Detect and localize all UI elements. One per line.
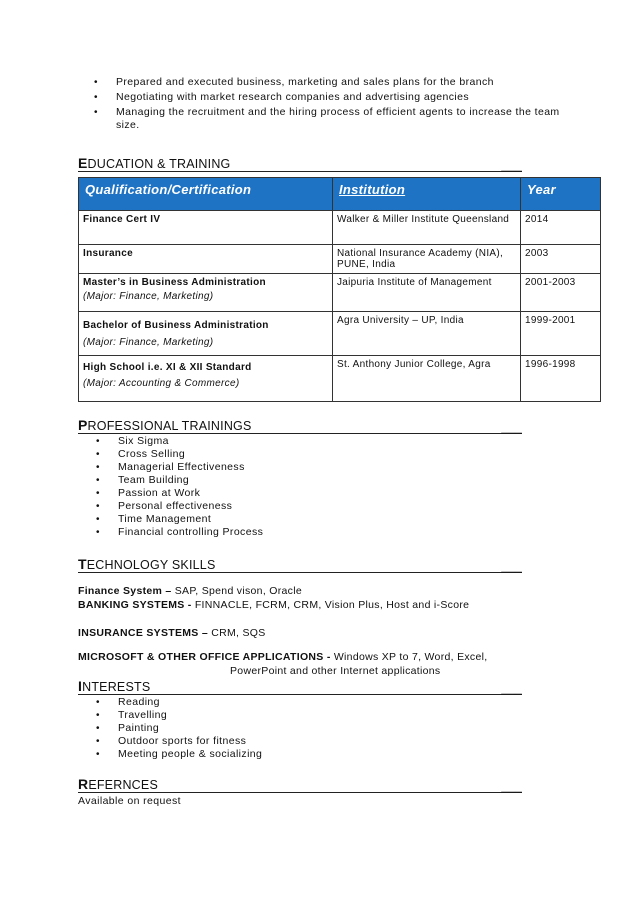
list-item: • Meeting people & socializing: [96, 748, 263, 760]
list-item: • Negotiating with market research companies and advertising agencies: [94, 91, 470, 103]
bullet-icon: •: [96, 436, 100, 447]
bullet-icon: •: [96, 449, 100, 460]
major-text: (Major: Accounting & Commerce): [83, 378, 240, 389]
list-item: • Reading: [96, 696, 160, 708]
bullet-icon: •: [96, 462, 100, 473]
trainings-list: [96, 435, 516, 539]
list-item: • Managerial Effectiveness: [96, 461, 245, 473]
bullet-icon: •: [96, 697, 100, 708]
table-header-row: [79, 178, 601, 211]
list-item: • Time Management: [96, 513, 212, 525]
institution-cell: National Insurance Academy (NIA), PUNE, India: [333, 245, 521, 274]
finance-system-line: Finance System – SAP, Spend vison, Oracle: [78, 585, 302, 597]
list-item: • Team Building: [96, 474, 190, 486]
trainings-heading: PROFESSIONAL TRAININGS ___: [78, 417, 522, 434]
interests-list: [96, 696, 516, 761]
list-item: • Travelling: [96, 709, 168, 721]
institution-cell: Jaipuria Institute of Management: [333, 274, 521, 312]
interests-heading: INTERESTS ___: [78, 678, 522, 695]
experience-bullet-list: [94, 76, 564, 134]
education-heading: EDUCATION & TRAINING ___: [78, 155, 522, 172]
list-item: • Prepared and executed business, marketing and sales plans for the branch: [94, 76, 494, 88]
qualification-cell: Master’s in Business Administration (Major: Finance, Marketing): [79, 274, 333, 312]
references-text: Available on request: [78, 795, 181, 807]
banking-systems-line: BANKING SYSTEMS - FINNACLE, FCRM, CRM, Vision Plus, Host and i-Score: [78, 599, 470, 611]
qualification-cell: Finance Cert IV: [79, 211, 333, 245]
year-cell: 2014: [521, 211, 601, 245]
bullet-icon: •: [96, 710, 100, 721]
year-cell: 1996-1998: [521, 356, 601, 402]
bullet-icon: •: [94, 107, 98, 118]
references-heading: REFERNCES ___: [78, 776, 522, 793]
qualification-cell: Bachelor of Business Administration (Major: Finance, Marketing): [79, 312, 333, 356]
list-item: • Outdoor sports for fitness: [96, 735, 247, 747]
column-header: Qualification/Certification: [79, 178, 333, 211]
table-row: [79, 274, 601, 312]
bullet-icon: •: [96, 514, 100, 525]
technology-heading: TECHNOLOGY SKILLS ___: [78, 556, 522, 573]
microsoft-applications-line-2: PowerPoint and other Internet applications: [230, 665, 441, 677]
bullet-icon: •: [96, 501, 100, 512]
qualification-cell: Insurance: [79, 245, 333, 274]
column-header: Year: [521, 178, 601, 211]
year-cell: 1999-2001: [521, 312, 601, 356]
table-row: [79, 312, 601, 356]
list-item: • Personal effectiveness: [96, 500, 233, 512]
bullet-icon: •: [96, 527, 100, 538]
institution-cell: Agra University – UP, India: [333, 312, 521, 356]
list-item: • Cross Selling: [96, 448, 186, 460]
bullet-icon: •: [94, 92, 98, 103]
table-row: [79, 245, 601, 274]
list-item: • Six Sigma: [96, 435, 169, 447]
list-item: • Passion at Work: [96, 487, 201, 499]
list-item: • Painting: [96, 722, 160, 734]
education-table: [78, 177, 601, 402]
major-text: (Major: Finance, Marketing): [83, 291, 214, 302]
column-header: Institution: [333, 178, 521, 211]
microsoft-applications-line: MICROSOFT & OTHER OFFICE APPLICATIONS - Windows XP to 7, Word, Excel,: [78, 651, 488, 663]
bullet-icon: •: [96, 475, 100, 486]
year-cell: 2003: [521, 245, 601, 274]
institution-cell: St. Anthony Junior College, Agra: [333, 356, 521, 402]
bullet-icon: •: [94, 77, 98, 88]
bullet-icon: •: [96, 749, 100, 760]
qualification-cell: High School i.e. XI & XII Standard (Major: Accounting & Commerce): [79, 356, 333, 402]
list-item: • Financial controlling Process: [96, 526, 264, 538]
bullet-icon: •: [96, 488, 100, 499]
major-text: (Major: Finance, Marketing): [83, 337, 214, 348]
institution-cell: Walker & Miller Institute Queensland: [333, 211, 521, 245]
bullet-icon: •: [96, 723, 100, 734]
insurance-systems-line: INSURANCE SYSTEMS – CRM, SQS: [78, 627, 266, 639]
table-row: [79, 211, 601, 245]
year-cell: 2001-2003: [521, 274, 601, 312]
bullet-icon: •: [96, 736, 100, 747]
table-row: [79, 356, 601, 402]
list-item: • Managing the recruitment and the hiring process of efficient agents to increase the team size.: [94, 106, 560, 131]
